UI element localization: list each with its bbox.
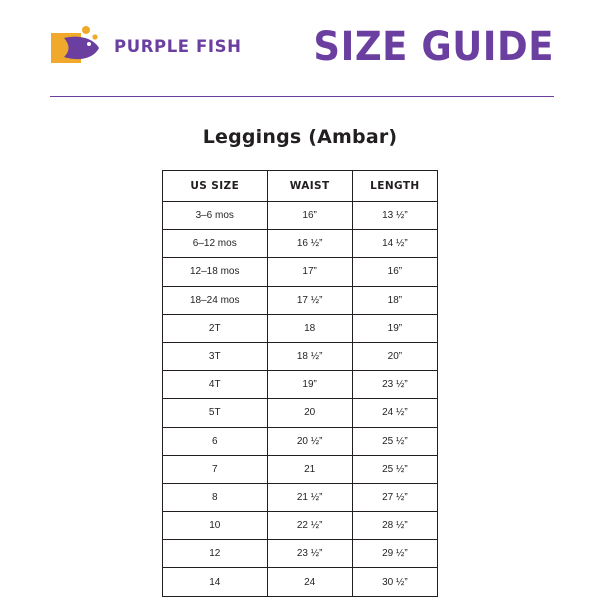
column-header-waist: WAIST: [267, 171, 352, 202]
table-row: [163, 512, 438, 540]
table-row: [163, 455, 438, 483]
cell-length: 20”: [352, 342, 437, 370]
cell-length: 16”: [352, 258, 437, 286]
cell-length: 27 ½”: [352, 483, 437, 511]
cell-us-size: 6: [163, 427, 268, 455]
cell-us-size: 10: [163, 512, 268, 540]
cell-us-size: 6–12 mos: [163, 230, 268, 258]
table-row: [163, 286, 438, 314]
size-table-wrapper: [0, 170, 600, 597]
cell-waist: 23 ½”: [267, 540, 352, 568]
cell-waist: 17 ½”: [267, 286, 352, 314]
cell-length: 13 ½”: [352, 202, 437, 230]
cell-waist: 20: [267, 399, 352, 427]
cell-waist: 22 ½”: [267, 512, 352, 540]
header-divider: [50, 96, 554, 97]
cell-length: 19”: [352, 314, 437, 342]
table-row: [163, 202, 438, 230]
table-row: [163, 540, 438, 568]
page-title: SIZE GUIDE: [313, 22, 554, 70]
product-title: Leggings (Ambar): [202, 126, 398, 148]
cell-length: 18”: [352, 286, 437, 314]
table-header-row: [163, 171, 438, 202]
table-row: [163, 258, 438, 286]
cell-length: 29 ½”: [352, 540, 437, 568]
column-header-us-size: US SIZE: [163, 171, 268, 202]
cell-us-size: 14: [163, 568, 268, 596]
cell-us-size: 7: [163, 455, 268, 483]
cell-us-size: 5T: [163, 399, 268, 427]
cell-length: 14 ½”: [352, 230, 437, 258]
cell-waist: 19”: [267, 371, 352, 399]
cell-waist: 16 ½”: [267, 230, 352, 258]
cell-us-size: 2T: [163, 314, 268, 342]
cell-waist: 20 ½”: [267, 427, 352, 455]
cell-waist: 16”: [267, 202, 352, 230]
table-row: [163, 314, 438, 342]
table-row: [163, 427, 438, 455]
cell-us-size: 8: [163, 483, 268, 511]
table-row: [163, 483, 438, 511]
fish-icon: [50, 24, 108, 68]
cell-waist: 18 ½”: [267, 342, 352, 370]
table-row: [163, 230, 438, 258]
cell-us-size: 4T: [163, 371, 268, 399]
cell-waist: 24: [267, 568, 352, 596]
cell-waist: 18: [267, 314, 352, 342]
table-row: [163, 568, 438, 596]
cell-us-size: 12: [163, 540, 268, 568]
cell-waist: 17”: [267, 258, 352, 286]
cell-waist: 21 ½”: [267, 483, 352, 511]
table-row: [163, 342, 438, 370]
brand-logo: [50, 24, 242, 68]
table-row: [163, 371, 438, 399]
cell-length: 23 ½”: [352, 371, 437, 399]
table-row: [163, 399, 438, 427]
cell-length: 30 ½”: [352, 568, 437, 596]
cell-length: 25 ½”: [352, 455, 437, 483]
page-header: [0, 0, 600, 92]
cell-us-size: 3T: [163, 342, 268, 370]
cell-us-size: 3–6 mos: [163, 202, 268, 230]
cell-us-size: 18–24 mos: [163, 286, 268, 314]
size-table: [162, 170, 438, 597]
cell-us-size: 12–18 mos: [163, 258, 268, 286]
cell-length: 25 ½”: [352, 427, 437, 455]
brand-name: PURPLE FISH: [114, 36, 242, 56]
column-header-length: LENGTH: [352, 171, 437, 202]
cell-length: 28 ½”: [352, 512, 437, 540]
cell-waist: 21: [267, 455, 352, 483]
cell-length: 24 ½”: [352, 399, 437, 427]
